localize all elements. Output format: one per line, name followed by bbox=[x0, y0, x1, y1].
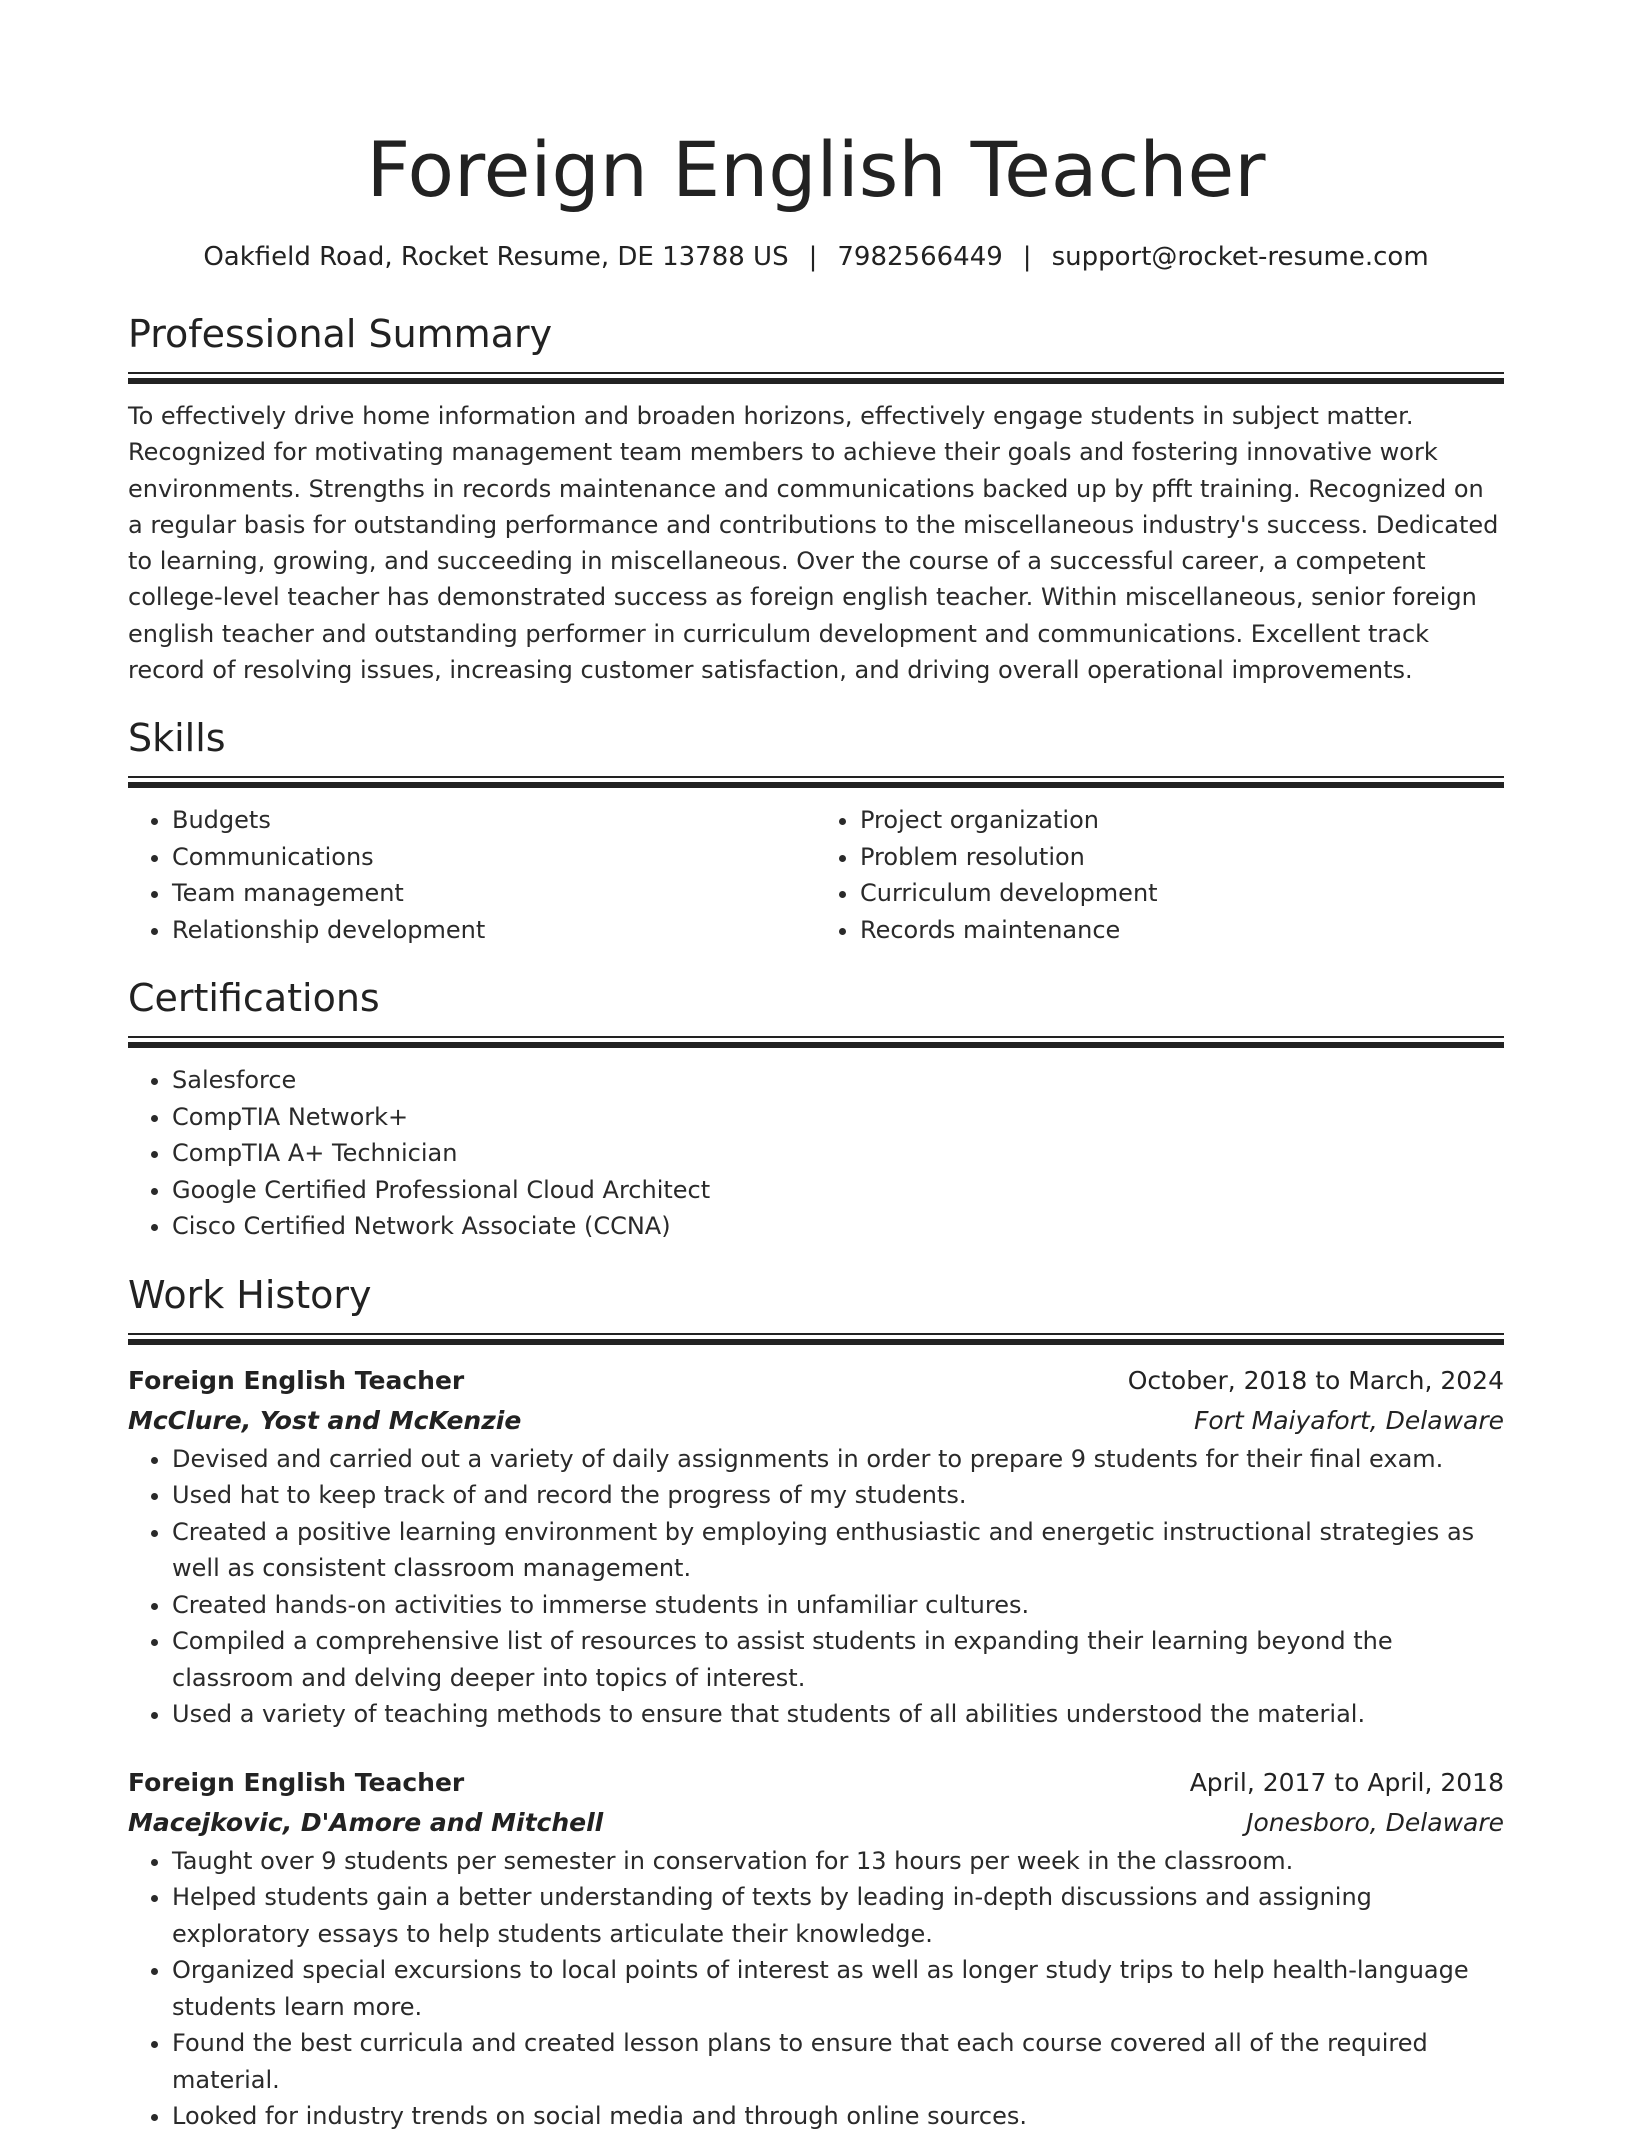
certification-item: • Salesforce bbox=[172, 1062, 1504, 1099]
section-title-summary: Professional Summary bbox=[128, 312, 553, 356]
job-entry bbox=[128, 1361, 1504, 1733]
summary-section bbox=[128, 310, 1504, 688]
job-bullet: • Used a variety of teaching methods to ensure that students of all abilities understood the material. bbox=[172, 1696, 1504, 1733]
job-bullet: • Compiled a comprehensive list of resources to assist students in expanding their learning beyond the classroom and delving deeper into topics of interest. bbox=[172, 1623, 1504, 1696]
job-employer: Macejkovic, D'Amore and Mitchell bbox=[128, 1807, 604, 1837]
job-bullets bbox=[128, 1441, 1504, 1733]
skills-list-right bbox=[816, 802, 1504, 948]
job-bullet: • Taught over 9 students per semester in conservation for 13 hours per week in the classroom. bbox=[172, 1843, 1504, 1880]
skill-item: • Budgets bbox=[172, 802, 816, 839]
job-bullet: • Organized special excursions to local points of interest as well as longer study trips to help health-language students learn more. bbox=[172, 1952, 1504, 2025]
skill-item: • Team management bbox=[172, 875, 816, 912]
section-divider bbox=[128, 1036, 1504, 1048]
work-history-section bbox=[128, 1271, 1504, 2135]
job-dates: October, 2018 to March, 2024 bbox=[1127, 1365, 1504, 1395]
certification-item: • CompTIA A+ Technician bbox=[172, 1135, 1504, 1172]
contact-line bbox=[128, 240, 1504, 274]
skill-item: • Problem resolution bbox=[860, 839, 1504, 876]
skill-item: • Curriculum development bbox=[860, 875, 1504, 912]
job-bullet: • Looked for industry trends on social media and through online sources. bbox=[172, 2098, 1504, 2135]
job-bullets bbox=[128, 1843, 1504, 2135]
skill-item: • Records maintenance bbox=[860, 912, 1504, 949]
job-employer: McClure, Yost and McKenzie bbox=[128, 1405, 522, 1435]
skills-list-left bbox=[128, 802, 816, 948]
job-bullet: • Used hat to keep track of and record the progress of my students. bbox=[172, 1477, 1504, 1514]
certification-item: • Cisco Certified Network Associate (CCNA) bbox=[172, 1208, 1504, 1245]
job-dates: April, 2017 to April, 2018 bbox=[1189, 1767, 1504, 1797]
job-bullet: • Devised and carried out a variety of daily assignments in order to prepare 9 students for their final exam. bbox=[172, 1441, 1504, 1478]
certification-item: • Google Certified Professional Cloud Architect bbox=[172, 1172, 1504, 1209]
job-bullet: • Created a positive learning environment by employing enthusiastic and energetic instructional strategies as well as consistent classroom management. bbox=[172, 1514, 1504, 1587]
section-divider bbox=[128, 1333, 1504, 1345]
email: support@rocket-resume.com bbox=[1051, 242, 1429, 272]
skill-item: • Project organization bbox=[860, 802, 1504, 839]
summary-text: To effectively drive home information and broaden horizons, effectively engage students in subject matter. Recognized for motivating management team members to achieve their goals and fostering innovative work environments. Strengths in records maintenance and communications backed up by pfft training. Recognized on a regular basis for outstanding performance and contributions to the miscellaneous industry's success. Dedicated to learning, growing, and succeeding in miscellaneous. Over the course of a successful career, a competent college-level teacher has demonstrated success as foreign english teacher. Within miscellaneous, senior foreign english teacher and outstanding performer in curriculum development and communications. Excellent track record of resolving issues, increasing customer satisfaction, and driving overall operational improvements. bbox=[128, 402, 1499, 685]
candidate-name: Foreign English Teacher bbox=[366, 125, 1266, 214]
job-bullet: • Created hands-on activities to immerse students in unfamiliar cultures. bbox=[172, 1587, 1504, 1624]
resume-page bbox=[128, 0, 1504, 2135]
skills-section bbox=[128, 714, 1504, 948]
section-title-work-history: Work History bbox=[128, 1272, 372, 1317]
skill-item: • Relationship development bbox=[172, 912, 816, 949]
job-entry bbox=[128, 1763, 1504, 2135]
job-location: Jonesboro, Delaware bbox=[1246, 1807, 1504, 1837]
contact-separator: | bbox=[1022, 242, 1032, 272]
section-title-certifications: Certifications bbox=[128, 976, 380, 1021]
contact-separator: | bbox=[808, 242, 818, 272]
skill-item: • Communications bbox=[172, 839, 816, 876]
section-divider bbox=[128, 776, 1504, 788]
phone: 7982566449 bbox=[837, 242, 1003, 272]
job-location: Fort Maiyafort, Delaware bbox=[1193, 1405, 1504, 1435]
job-title: Foreign English Teacher bbox=[128, 1767, 465, 1797]
section-title-skills: Skills bbox=[128, 716, 226, 761]
job-title: Foreign English Teacher bbox=[128, 1365, 465, 1395]
certifications-list bbox=[128, 1062, 1504, 1245]
job-bullet: • Helped students gain a better understanding of texts by leading in-depth discussions and assigning exploratory essays to help students articulate their knowledge. bbox=[172, 1879, 1504, 1952]
skills-columns bbox=[128, 802, 1504, 948]
certifications-section bbox=[128, 974, 1504, 1245]
section-divider bbox=[128, 372, 1504, 384]
address: Oakfield Road, Rocket Resume, DE 13788 US bbox=[203, 242, 789, 272]
certification-item: • CompTIA Network+ bbox=[172, 1099, 1504, 1136]
job-bullet: • Found the best curricula and created lesson plans to ensure that each course covered all of the required material. bbox=[172, 2025, 1504, 2098]
